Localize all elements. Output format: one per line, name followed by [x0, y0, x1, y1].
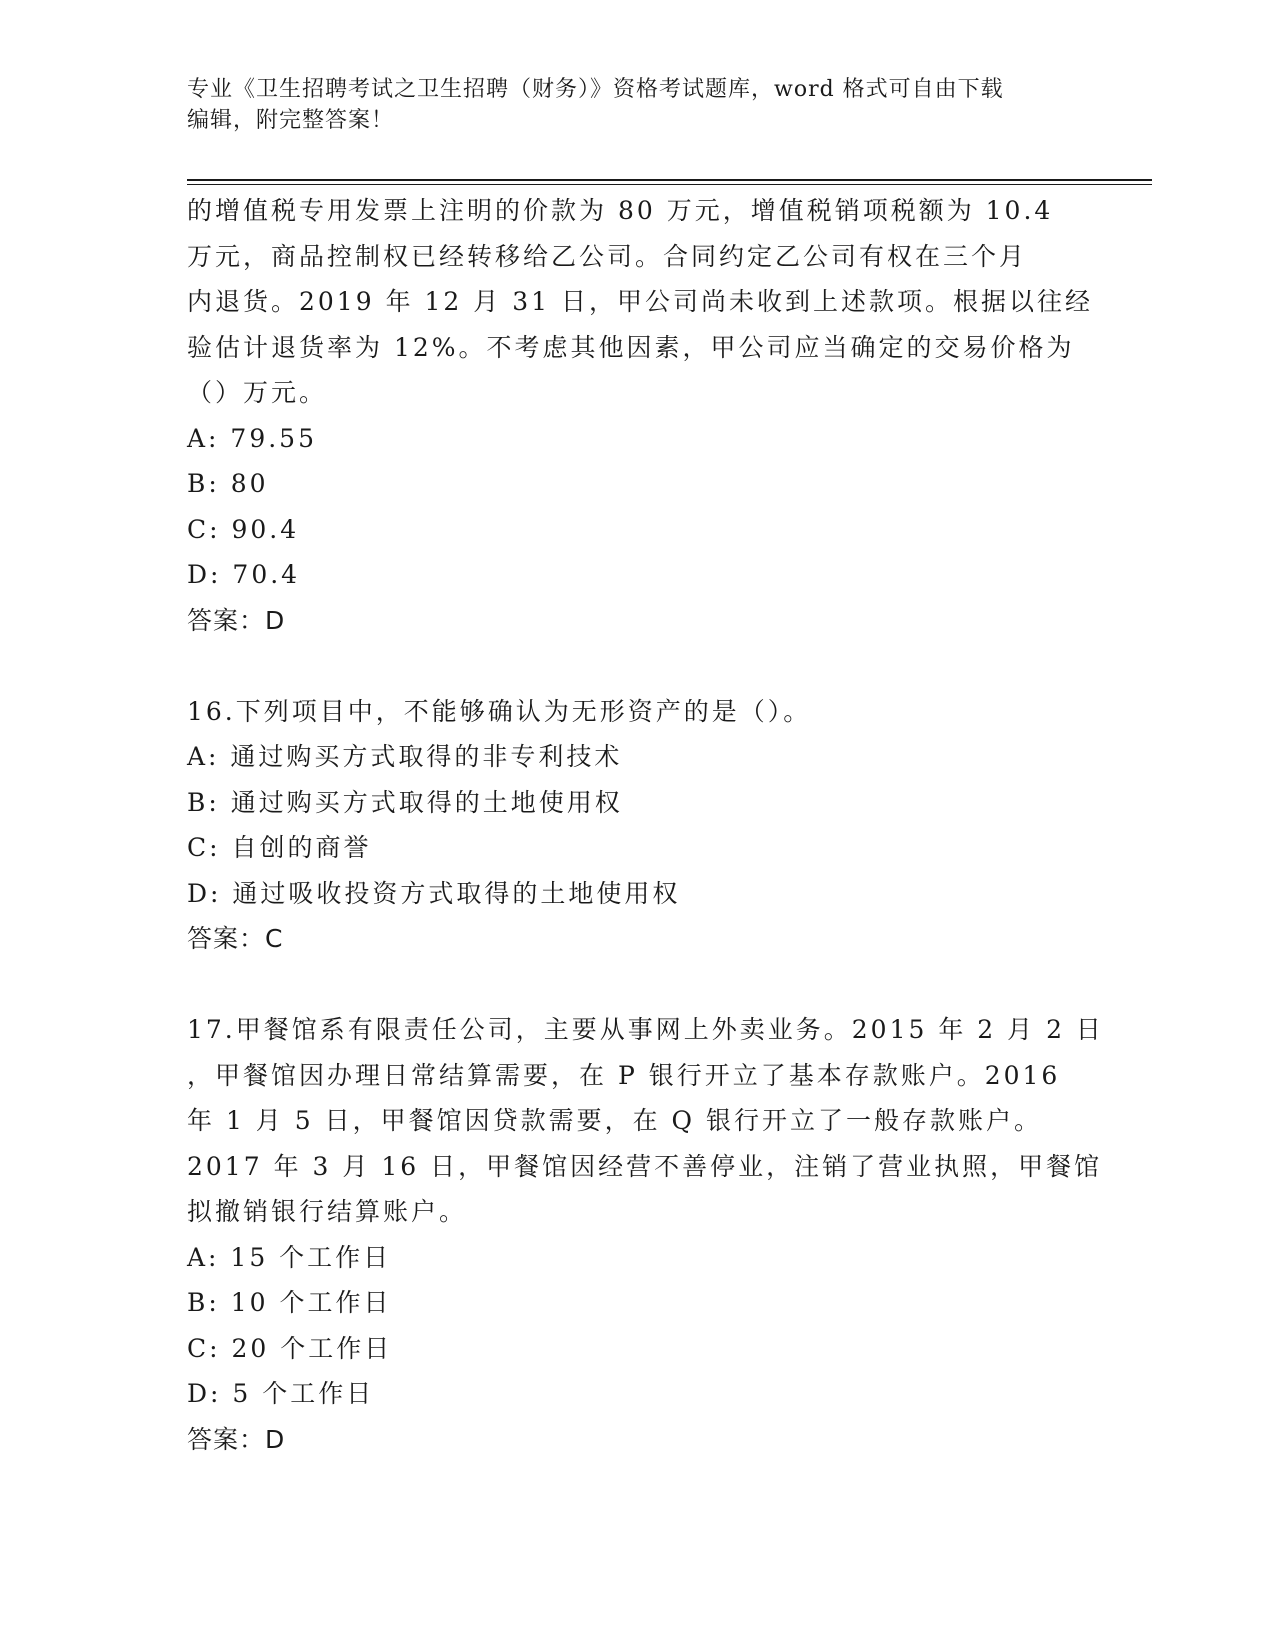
question-stem-line: 16.下列项目中，不能够确认为无形资产的是（）。: [187, 696, 812, 726]
option-b: B: 通过购买方式取得的土地使用权: [187, 787, 623, 817]
option-a: A: 15 个工作日: [187, 1242, 392, 1272]
question-stem-line: 验估计退货率为 12%。不考虑其他因素，甲公司应当确定的交易价格为: [187, 332, 1075, 362]
question-15: [187, 188, 1093, 643]
question-stem-line: 年 1 月 5 日，甲餐馆因贷款需要，在 Q 银行开立了一般存款账户。: [187, 1106, 1042, 1135]
question-17: [187, 1007, 1104, 1462]
option-d: D: 70.4: [187, 560, 301, 589]
option-b: B: 80: [187, 469, 269, 498]
question-stem-line: （）万元。: [187, 378, 328, 407]
option-c: C: 自创的商誉: [187, 833, 372, 862]
option-c: C: 20 个工作日: [187, 1333, 393, 1363]
header-divider-thick: [187, 179, 1152, 181]
header-line-1: 专业《卫生招聘考试之卫生招聘（财务）》资格考试题库，word 格式可自由下载: [187, 77, 1004, 102]
question-stem-line: 内退货。2019 年 12 月 31 日，甲公司尚未收到上述款项。根据以往经: [187, 287, 1093, 316]
question-stem-line: 17.甲餐馆系有限责任公司，主要从事网上外卖业务。2015 年 2 月 2 日: [187, 1015, 1104, 1044]
option-d: D: 通过吸收投资方式取得的土地使用权: [187, 878, 681, 908]
page-header: [187, 74, 1087, 136]
option-b: B: 10 个工作日: [187, 1288, 392, 1317]
question-stem-line: 万元，商品控制权已经转移给乙公司。合同约定乙公司有权在三个月: [187, 241, 1028, 271]
question-body: [187, 188, 1104, 1462]
answer-label: 答案：D: [187, 605, 286, 635]
question-16: [187, 689, 1087, 962]
answer-label: 答案：C: [187, 924, 284, 953]
question-stem-line: 2017 年 3 月 16 日，甲餐馆因经营不善停业，注销了营业执照，甲餐馆: [187, 1151, 1103, 1181]
question-stem-line: 拟撤销银行结算账户。: [187, 1197, 468, 1226]
answer-label: 答案：D: [187, 1424, 286, 1454]
header-line-2: 编辑，附完整答案！: [187, 108, 395, 133]
option-a: A: 79.55: [187, 423, 317, 453]
question-spacer: [187, 962, 1087, 1008]
option-c: C: 90.4: [187, 514, 300, 544]
option-a: A: 通过购买方式取得的非专利技术: [187, 742, 623, 771]
header-divider-thin: [187, 184, 1152, 185]
question-stem-line: 的增值税专用发票上注明的价款为 80 万元，增值税销项税额为 10.4: [187, 196, 1054, 225]
option-d: D: 5 个工作日: [187, 1379, 375, 1408]
question-stem-line: ，甲餐馆因办理日常结算需要，在 P 银行开立了基本存款账户。2016: [187, 1060, 1061, 1090]
question-spacer: [187, 643, 1087, 689]
